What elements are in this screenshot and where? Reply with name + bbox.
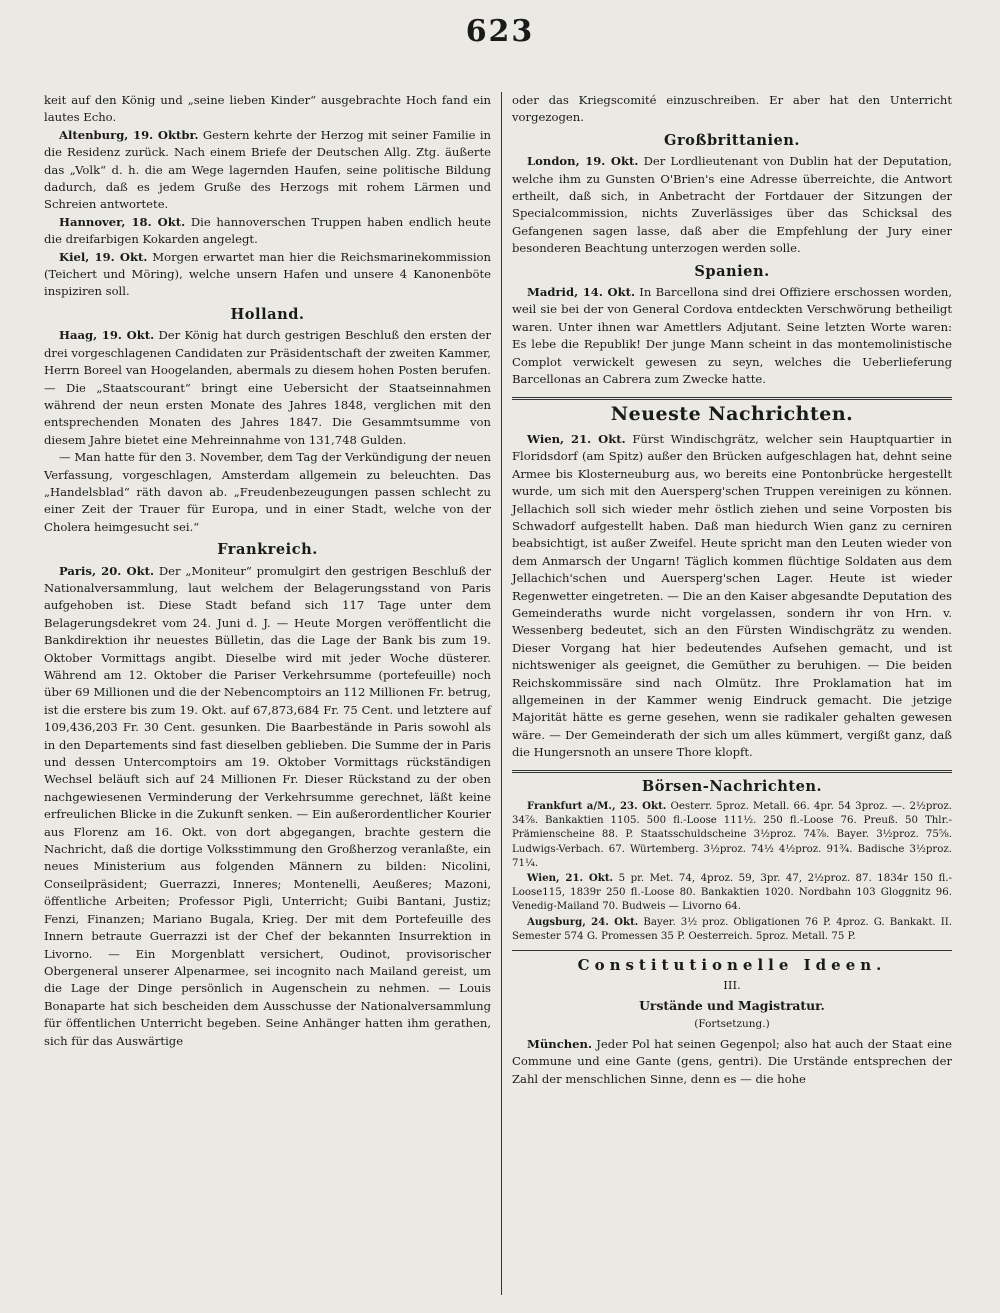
section-rule <box>512 950 952 951</box>
section-heading: Spanien. <box>694 262 770 280</box>
section-heading: Frankreich. <box>217 541 318 559</box>
dateline: Altenburg, 19. Oktbr. <box>59 127 199 142</box>
article-paragraph: oder das Kriegscomité einzuschreiben. Er aber hat den Unterricht vorgezogen. <box>512 93 952 125</box>
left-column <box>44 92 491 1295</box>
dateline: Augsburg, 24. Okt. <box>527 915 639 928</box>
section-heading: Großbrittanien. <box>664 131 800 149</box>
article-paragraph: keit auf den König und „seine lieben Kinder“ ausgebrachte Hoch fand ein lautes Echo. <box>44 93 491 125</box>
article-paragraph: München. Jeder Pol hat seinen Gegenpol; also hat auch der Staat eine Commune und eine Gante (gens, gentri). Die Urstände entsprechen der Zahl der menschlichen Sinne, denn es — die hohe <box>512 1036 952 1086</box>
section-heading: Neueste Nachrichten. <box>610 402 854 425</box>
continuation-note: (Fortsetzung.) <box>694 1018 770 1031</box>
dateline: München. <box>527 1036 593 1051</box>
right-column <box>512 92 952 1295</box>
dateline: Wien, 21. Okt. <box>527 431 626 446</box>
article-paragraph: Hannover, 18. Okt. Die hannoverschen Truppen haben endlich heute die dreifarbigen Kokarden angelegt. <box>44 214 491 247</box>
part-number: III. <box>723 978 741 993</box>
dateline: London, 19. Okt. <box>527 154 639 169</box>
column-divider <box>501 92 502 1295</box>
article-paragraph: Kiel, 19. Okt. Morgen erwartet man hier die Reichsmarinekommission (Teichert und Möring), welche unsern Hafen und unsere 4 Kanonenböte inspiziren soll. <box>44 249 492 299</box>
dateline: Kiel, 19. Okt. <box>59 249 148 264</box>
article-paragraph: London, 19. Okt. Der Lordlieutenant von Dublin hat der Deputation, welche ihm zu Gunsten O'Brien's eine Adresse überreichte, die Antwort ertheilt, daß sich, in Anbetracht der Fortdauer der Sitzungen der Specialcommission, nichts Zuverlässiges über das Schicksal des Gefangenen sagen lasse, daß aber die Empfehlung der Jury einer besonderen Beachtung unterzogen werden solle. <box>512 154 952 256</box>
article-paragraph: Altenburg, 19. Oktbr. Gestern kehrte der Herzog mit seiner Familie in die Residenz zurück. Nach einem Briefe der Deutschen Allg. Ztg. äußerte das „Volk“ d. h. die am Wege lagernden Haufen, seine politische Bildung dadurch, daß es jedem Gruße des Herzogs mit rohem Lärmen und Schreien antwortete. <box>44 127 492 212</box>
article-paragraph: — Man hatte für den 3. November, dem Tag der Verkündigung der neuen Verfassung, vorgeschlagen, Amsterdam allgemein zu beleuchten. Das „Handelsblad“ räth davon ab. „Freudenbezeugungen passen schlecht zu einer Zeit der Trauer für Europa, und in einer Stadt, welche von der Cholera heimgesucht sei.“ <box>44 450 491 534</box>
section-rule <box>512 397 952 400</box>
dateline: Wien, 21. Okt. <box>527 872 614 885</box>
dateline: Frankfurt a/M., 23. Okt. <box>527 800 667 813</box>
section-rule <box>512 770 952 773</box>
stock-paragraph: Frankfurt a/M., 23. Okt. Oesterr. 5proz. Metall. 66. 4pr. 54 3proz. —. 2½proz. 34⅞. Bankaktien 1105. 500 fl.-Loose 111½. 250 fl.-Loose 76. Preuß. 50 Thlr.-Prämienscheine 88. P. Staatsschuldscheine 3½proz. 74⅞. Bayer. 3½proz. 75⅝. Ludwigs-Verbach. 67. Würtemberg. 3½proz. 74½ 4½proz. 91¾. Badische 3½proz. 71¼. <box>512 800 952 869</box>
article-paragraph: Haag, 19. Okt. Der König hat durch gestrigen Beschluß den ersten der drei vorgeschlagenen Candidaten zur Präsidentschaft der zweiten Kammer, Herrn Boreel van Hoogelanden, abermals zu diesem hohen Posten berufen. — Die „Staatscourant“ bringt eine Uebersicht der Staatseinnahmen während der neun ersten Monate des Jahres 1848, verglichen mit den entsprechenden Monaten des Jahres 1847. Die Gesammtsumme von diesem Jahre bietet eine Mehreinnahme von 131,748 Gulden. <box>44 328 491 447</box>
section-heading: Börsen-Nachrichten. <box>641 777 823 795</box>
section-heading: Constitutionelle Ideen. <box>577 956 887 975</box>
article-paragraph: Madrid, 14. Okt. In Barcellona sind drei Offiziere erschossen worden, weil sie bei der von General Cordova entdeckten Verschwörung betheiligt waren. Unter ihnen war Amettlers Adjutant. Seine letzten Worte waren: Es lebe die Republik! Der junge Mann scheint in das montemolinistische Complot verwickelt gewesen zu seyn, welches die Ueberlieferung Barcellonas an Cabrera zum Zwecke hatte. <box>512 285 953 387</box>
stock-report <box>512 799 952 944</box>
sub-heading: Urstände und Magistratur. <box>639 997 825 1013</box>
stock-paragraph: Augsburg, 24. Okt. Bayer. 3½ proz. Obligationen 76 P. 4proz. G. Bankakt. II. Semester 574 G. Promessen 35 P. Oesterreich. 5proz. Metall. 75 P. <box>512 915 952 942</box>
article-paragraph: Wien, 21. Okt. Fürst Windischgrätz, welcher sein Hauptquartier in Floridsdorf (am Spitz) außer den Brücken aufgeschlagen hat, dehnt seine Armee bis Klosterneuburg aus, wo bereits eine Pontonbrücke hergestellt wurde, um sich mit den Auersperg'schen Truppen vereinigen zu können. Jellachich soll sich wieder mehr östlich ziehen und seine Vorposten bis Schwadorf aufgestellt haben. Daß man hiedurch Wien ganz zu cerniren beabsichtigt, ist außer Zweifel. Heute spricht man den Leuten wieder von dem Anmarsch der Ungarn! Täglich kommen flüchtige Soldaten aus dem Jellachich'schen und Auersperg'schen Lager. Heute ist wieder Regenwetter eingetreten. — Die an den Kaiser abgesandte Deputation des Gemeinderaths wurde nicht vorgelassen, sondern ihr von Hrn. v. Wessenberg bedeutet, sich an den Fürsten Windischgrätz zu wenden. Dieser Vorgang hat hier bedeutendes Aufsehen gemacht, und ist nichtsweniger als geeignet, die Gemüther zu beruhigen. — Die beiden Reichskommissäre sind nach Olmütz. Ihre Proklamation hat im allgemeinen in der Kammer wenig Eindruck gemacht. Die jetzige Majorität hätte es gerne gesehen, wenn sie radikaler gehalten gewesen wäre. — Der Gemeinderath der sich um alles kümmert, vergißt ganz, daß die Hungersnoth an unsere Thore klopft. <box>512 431 952 760</box>
page-number: 623 <box>465 14 535 49</box>
dateline: Paris, 20. Okt. <box>59 563 155 578</box>
stock-paragraph: Wien, 21. Okt. 5 pr. Met. 74, 4proz. 59, 3pr. 47, 2½proz. 87. 1834r 150 fl.-Loose115, 1839r 250 fl.-Loose 80. Bankaktien 1020. Nordbahn 103 Gloggnitz 96. Venedig-Mailand 70. Budweis — Livorno 64. <box>512 872 952 913</box>
dateline: Haag, 19. Okt. <box>59 328 155 343</box>
dateline: Hannover, 18. Okt. <box>59 214 186 229</box>
article-paragraph: Paris, 20. Okt. Der „Moniteur“ promulgirt den gestrigen Beschluß der Nationalversammlung, laut welchem der Belagerungsstand von Paris aufgehoben ist. Diese Stadt befand sich 117 Tage unter dem Belagerungsdekret vom 24. Juni d. J. — Heute Morgen veröffentlicht die Bankdirektion ihr neuestes Bülletin, das die Lage der Bank bis zum 19. Oktober Vormittags angibt. Dieselbe wird mit jeder Woche düsterer. Während am 12. Oktober die Pariser Verkehrsumme (portefeuille) noch über 69 Millionen und die der Nebencomptoirs an 112 Millionen Fr. betrug, ist die erstere bis zum 19. Okt. auf 67,873,684 Fr. 75 Cent. und letztere auf 109,436,203 Fr. 30 Cent. gesunken. Die Baarbestände in Paris sowohl als in den Departements sind fast dieselben geblieben. Die Summe der in Paris und dessen Untercomptoirs am 19. Oktober Vormittags rückständigen Wechsel beläuft sich auf 24 Millionen Fr. Dieser Rückstand zu der oben nachgewiesenen Verminderung der Verkehrsumme gerechnet, läßt keine erfreulichen Blicke in die Zukunft senken. — Ein außerordentlicher Kourier aus Florenz am 16. Okt. von dort abgegangen, brachte gestern die Nachricht, daß die dortige Volksstimmung den Großherzog veranlaßte, ein neues Ministerium aus folgenden Männern zu bilden: Nicolini, Conseilpräsident; Guerrazzi, Inneres; Montenelli, Aeußeres; Mazoni, öffentliche Arbeiten; Professor Pigli, Unterricht; Guibi Bantani, Justiz; Fenzi, Finanzen; Mariano Bugala, Krieg. Der mit dem Portefeuille des Innern betraute Guerrazzi ist der Chef der bekannten Insurrektion in Livorno. — Ein Morgenblatt versichert, Oudinot, provisorischer Obergeneral unserer Alpenarmee, sei incognito nach Mailand gereist, um die Lage der Dinge persönlich in Augenschein zu nehmen. — Louis Bonaparte hat sich bescheiden dem Ausschusse der Nationalversammlung für öffentlichen Unterricht begeben. Seine Anhänger hatten ihm gerathen, sich für das Auswärtige <box>44 563 491 1048</box>
dateline: Madrid, 14. Okt. <box>527 285 636 300</box>
section-heading: Holland. <box>230 305 305 323</box>
